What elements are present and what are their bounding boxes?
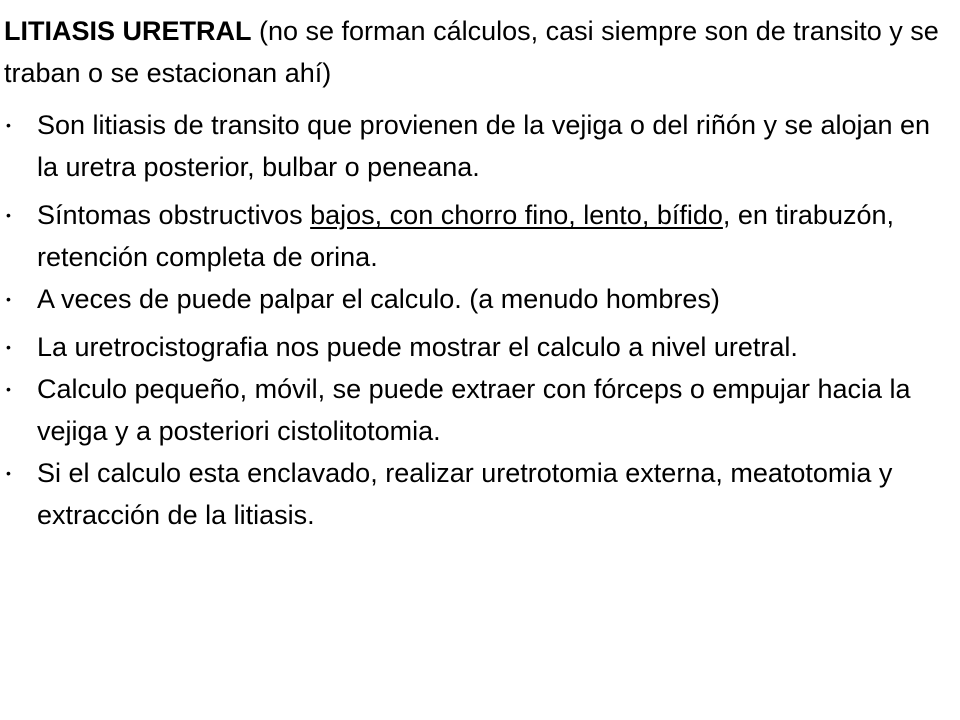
bullet-text: Calculo pequeño, móvil, se puede extraer con fórceps o empujar hacia la vejiga y a posteriori cistolitotomia. [37, 374, 911, 446]
bullet-text: Si el calculo esta enclavado, realizar uretrotomia externa, meatotomia y extracción de la litiasis. [37, 458, 893, 530]
slide-heading [4, 10, 949, 94]
bullet-item [0, 278, 945, 320]
bullet-text: Son litiasis de transito que provienen de la vejiga o del riñón y se alojan en la uretra posterior, bulbar o peneana. [37, 110, 931, 182]
heading-subtitle: (no se forman cálculos, casi siempre son de transito y se traban o se estacionan ahí) [4, 16, 939, 88]
bullet-text: La uretrocistografia nos puede mostrar el calculo a nivel uretral. [37, 332, 798, 362]
bullet-point-icon: • [6, 291, 11, 307]
bullet-text: A veces de puede palpar el calculo. (a menudo hombres) [37, 284, 720, 314]
bullet-item [0, 104, 945, 188]
bullet-point-icon: • [6, 117, 11, 133]
heading-title: LITIASIS URETRAL [4, 16, 252, 46]
bullet-item [0, 194, 945, 278]
bullet-text-underlined: bajos, con chorro fino, lento, bífido [310, 200, 723, 230]
bullet-point-icon: • [6, 339, 11, 355]
bullet-item [0, 368, 945, 452]
bullet-text: , en tirabuzón, retención completa de orina. [37, 200, 895, 272]
bullet-text: Síntomas obstructivos [37, 200, 311, 230]
bullet-point-icon: • [6, 381, 11, 397]
bullet-item [0, 326, 945, 368]
bullet-point-icon: • [6, 207, 11, 223]
bullet-list [0, 104, 945, 536]
bullet-item [0, 452, 945, 536]
bullet-point-icon: • [6, 465, 11, 481]
